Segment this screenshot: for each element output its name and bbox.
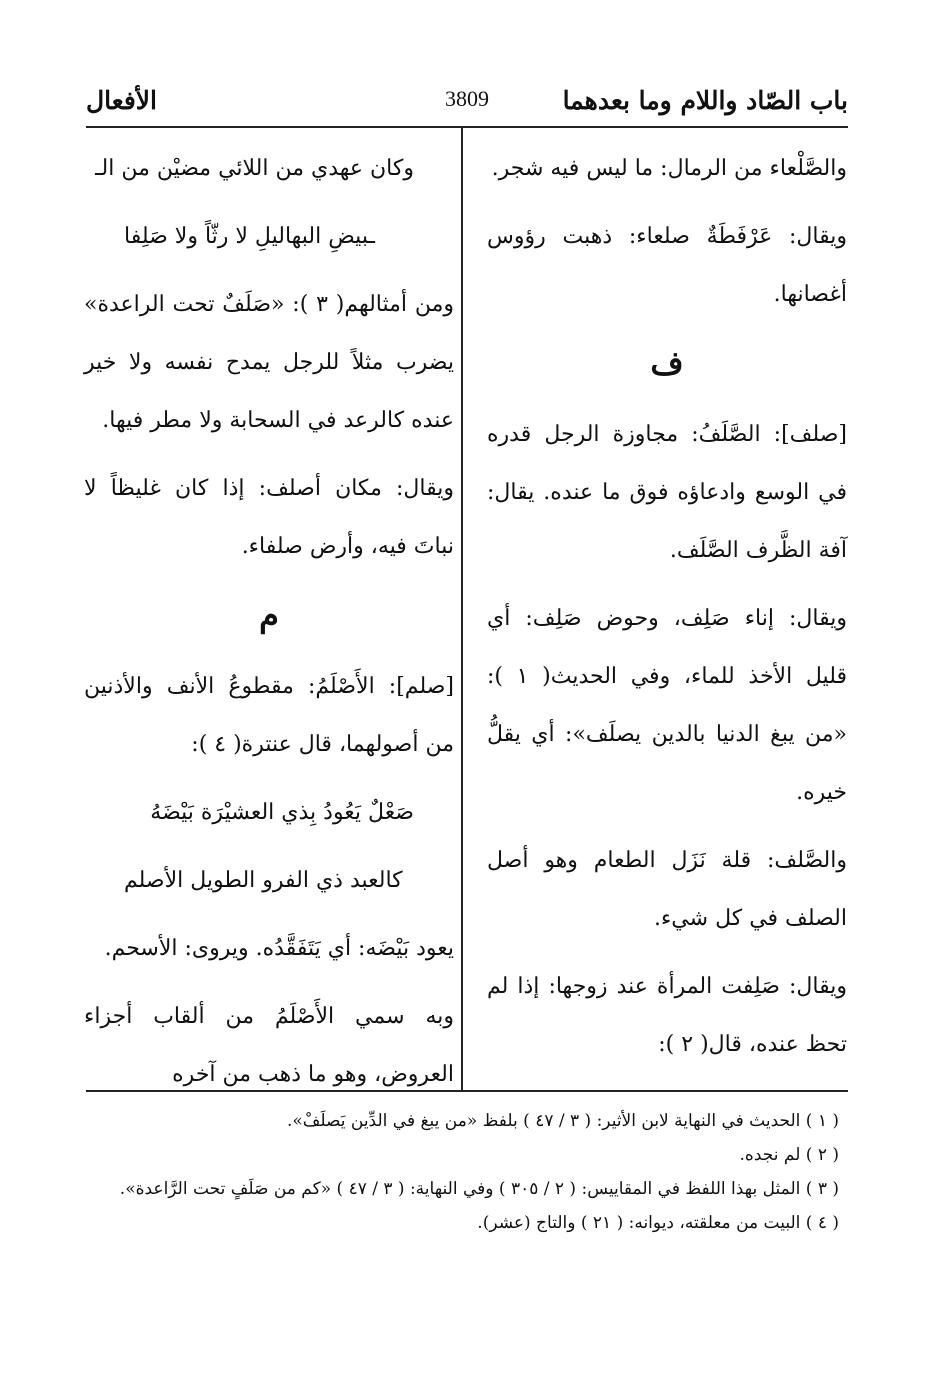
footnote: ( ٣ ) المثل بهذا اللفظ في المقاييس: ( ٢ / ٣٠٥ ) وفي النهاية: ( ٣ / ٤٧ ) «كم من صَلَفٍ تحت الرَّاعدة». [119,1179,839,1199]
verse-line: كالعبد ذي الفرو الطويل الأصلم [124,868,403,893]
footnote: ( ٤ ) البيت من معلقته، ديوانه: ( ٢١ ) والتاج (عشر). [477,1213,839,1233]
page-number: 3809 [445,86,489,111]
paragraph: يعود بَيْضَه: أي يَتَفَقَّدُه. ويروى: الأسحم. [104,936,454,961]
verse-line: صَعْلٌ يَعُودُ بِذي العشيْرَة بَيْضَهُ [150,800,414,825]
section-title: الأفعال [86,86,157,115]
footnote: ( ١ ) الحديث في النهاية لابن الأثير: ( ٣ / ٤٧ ) بلفظ «من يبغ في الدِّين يَصلَفْ». [286,1111,839,1131]
footnote-rule [86,1090,848,1092]
paragraph: والصَّلْعاء من الرمال: ما ليس فيه شجر. [491,156,847,181]
verse-line: ـبيضِ البهاليلِ لا رثّاً ولا صَلِفا [124,224,375,249]
header-rule [86,126,848,128]
left-column [84,140,454,1114]
column-divider [461,128,463,1090]
paragraph: ويقال: مكان أصلف: إذا كان غليظاً لا نباتَ فيه، وأرض صلفاء. [84,476,454,559]
paragraph: ويقال: صَلِفت المرأة عند زوجها: إذا لم تحظ عنده، قال( ٢ ): [487,974,847,1057]
letter-heading: ف [650,344,684,382]
paragraph: ويقال: إناء صَلِف، وحوض صَلِف: أي قليل الأخذ للماء، وفي الحديث( ١ ): «من يبغ الدنيا بالدين يصلَف»: أي يقلُّ خيره. [487,606,847,805]
page-header [86,82,848,122]
letter-heading: م [259,596,279,634]
paragraph: ومن أمثالهم( ٣ ): «صَلَفٌ تحت الراعدة» يضرب مثلاً للرجل يمدح نفسه ولا خير عنده كالرعد في السحابة ولا مطر فيها. [84,292,455,433]
paragraph: ويقال: عَرْفَطَةٌ صلعاء: ذهبت رؤوس أغصانها. [487,224,847,307]
chapter-title: باب الصّاد واللام وما بعدهما [562,86,848,115]
verse-line: وكان عهدي من اللائي مضيْن من الـ [95,156,414,181]
paragraph: [صلف]: الصَّلَفُ: مجاوزة الرجل قدره في الوسع وادعاؤه فوق ما عنده. يقال: آفة الظَّرف الصَّلَف. [487,422,847,563]
footnotes [99,1104,839,1240]
paragraph: [صلم]: الأَصْلَمُ: مقطوعُ الأنف والأذنين من أصولهما، قال عنترة( ٤ ): [84,674,454,757]
right-column [487,140,847,1084]
paragraph: والصَّلف: قلة نَزَل الطعام وهو أصل الصلف في كل شيء. [487,848,847,931]
paragraph: وبه سمي الأَصْلَمُ من ألقاب أجزاء العروض، وهو ما ذهب من آخره [84,1004,454,1087]
footnote: ( ٢ ) لم نجده. [739,1145,839,1165]
